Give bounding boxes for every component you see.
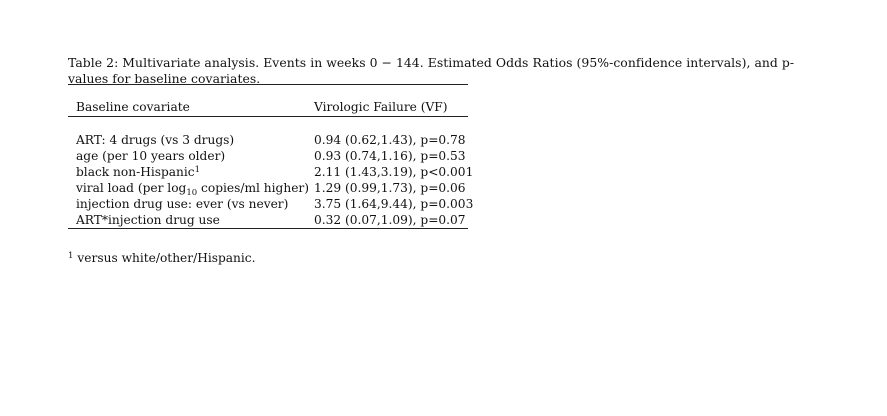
footnote-marker: 1 [194, 165, 201, 175]
value-cell: 0.94 (0.62,1.43), p=0.78 [314, 133, 466, 147]
value-cell: 3.75 (1.64,9.44), p=0.003 [314, 197, 474, 211]
value-cell: 0.32 (0.07,1.09), p=0.07 [314, 213, 466, 227]
covariate-cell: injection drug use: ever (vs never) [76, 197, 289, 211]
covariate-cell [76, 165, 200, 180]
table-row [0, 133, 887, 149]
table-row [0, 165, 887, 181]
value-cell: 2.11 (1.43,3.19), p<0.001 [314, 165, 474, 179]
table-bottom-rule [68, 228, 468, 229]
table-header-rule [68, 116, 468, 117]
table-row [0, 149, 887, 165]
covariate-text: black non-Hispanic [76, 165, 195, 179]
log-subscript: 10 [186, 188, 198, 198]
footnote-text: versus white/other/Hispanic. [77, 251, 256, 265]
covariate-cell: ART*injection drug use [76, 213, 220, 227]
covariate-cell: ART: 4 drugs (vs 3 drugs) [76, 133, 235, 147]
value-cell: 1.29 (0.99,1.73), p=0.06 [314, 181, 466, 195]
covariate-text-tail: copies/ml higher) [197, 181, 310, 195]
value-cell: 0.93 (0.74,1.16), p=0.53 [314, 149, 466, 163]
table-body [0, 133, 887, 229]
table-top-rule [68, 84, 468, 85]
table-caption: Table 2: Multivariate analysis. Events in weeks 0 − 144. Estimated Odds Ratios (95%-confidence intervals), and p-values for baseline covariates. [68, 55, 795, 86]
covariate-text: viral load (per log [76, 181, 187, 195]
table-row [0, 181, 887, 197]
table-row [0, 213, 887, 229]
covariate-cell [76, 181, 309, 196]
covariate-cell: age (per 10 years older) [76, 149, 226, 163]
table-row [0, 197, 887, 213]
header-virologic-failure: Virologic Failure (VF) [314, 100, 448, 114]
header-baseline-covariate: Baseline covariate [76, 100, 190, 114]
table-footnote [68, 251, 256, 266]
footnote-mark: 1 [68, 251, 74, 261]
